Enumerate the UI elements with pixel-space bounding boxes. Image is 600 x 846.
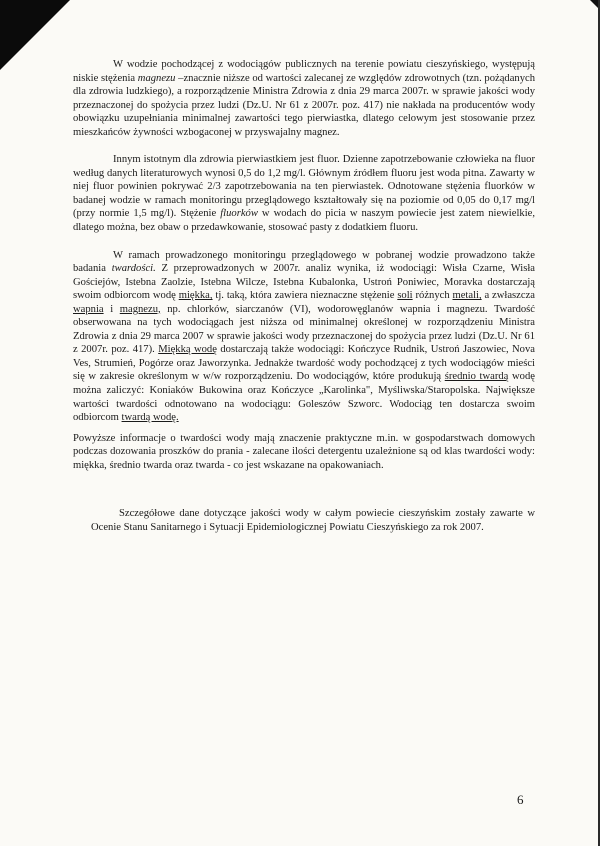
underline: wapnia (73, 303, 104, 315)
emphasis: twardości. (111, 263, 156, 275)
paragraph-magnesium (73, 58, 535, 139)
text: różnych (412, 290, 453, 302)
underline: Miękką wodę (158, 344, 217, 356)
emphasis: fluorków (220, 208, 258, 220)
underline: miękka, (178, 290, 213, 302)
emphasis: magnezu (137, 72, 176, 84)
text: Z przeprowadzonych w 2007r. analiz wynika, iż wodociągi: Wisła Czarne, Wisła Gościejów, Istebna Zaolzie, Istebna Wilcze, Istebna Kubalonka, Ustroń Poniwiec, Moravka dostarczają swoim odbiorcom wodę (73, 263, 535, 302)
text: i (103, 303, 120, 315)
underline: soli (397, 290, 413, 302)
text: –znacznie niższe od wartości zalecanej ze względów zdrowotnych (tzn. pożądanych dla zdrowia ludzkiego), a rozporządzenie Ministra Zdrowia z dnia 29 marca 2007r. w sprawie jakości wody przeznaczonej do spożycia przez ludzi (Dz.U. Nr 61 z 2007r. poz. 417) nie nakłada na producentów wody obowiązku uzupełniania minimalnej zawartości tego pierwiastka, dlatego celowym jest stosowanie przez mieszkańców żywności wzbogaconej w przyswajalny magnez. (73, 72, 535, 138)
document-body (73, 58, 535, 534)
text: w wodach do picia w naszym powiecie jest zatem niewielkie, dlatego można, bez obaw o przedawkowanie, stosować pasty z dodatkiem fluoru. (73, 208, 535, 234)
text: np. chlorków, siarczanów (VI), wodorowęglanów wapnia i magnezu. Twardość obserwowana na tych wodociągach jest niższa od minimalnej określonej w rozporządzeniu Ministra Zdrowia z dnia 29 marca 2007 w sprawie jakości wody przeznaczonej do spożycia przez ludzi (Dz.U. Nr 61 z 2007r. poz. 417). (73, 303, 535, 356)
text: W ramach prowadzonego monitoringu przeglądowego w pobranej wodzie prowadzono także badania (73, 249, 535, 275)
paragraph-details: Szczegółowe dane dotyczące jakości wody w całym powiecie cieszyńskim zostały zawarte w Ocenie Stanu Sanitarnego i Sytuacji Epidemiologicznej Powiatu Cieszyńskiego za rok 2007. (91, 508, 535, 533)
underline: twardą wodę. (121, 412, 179, 424)
text: wodę można zaliczyć: Koniaków Bukowina oraz Kończyce „Karolinka", Myśliwska/Staropolska. Największe wartości twardości odnotowano na wodociągu: Goleszów Szworc. Wodociąg ten dostarcza swoim odbiorcom (73, 371, 535, 424)
underline: metali, (452, 290, 482, 302)
scan-corner-shadow (0, 0, 70, 70)
text: a zwłaszcza (481, 290, 535, 302)
paragraph-practical: Powyższe informacje o twardości wody mają znaczenie praktyczne m.in. w gospodarstwach domowych podczas dozowania proszków do prania - zalecane ilości detergentu uzależnione są od klas twardości wody: miękka, średnio twarda oraz twarda - co jest wskazane na opakowaniach. (73, 432, 535, 471)
text: Innym istotnym dla zdrowia pierwiastkiem jest fluor. Dzienne zapotrzebowanie człowieka na fluor według danych literaturowych wynosi 0,5 do 1,2 mg/l. Głównym źródłem fluoru jest woda pitna. Zawarty w niej fluor powinien pokrywać 2/3 zapotrzebowania na ten pierwiastek. Odnotowane stężenia fluorków w badanej wodzie w ramach monitoringu przeglądowego kształtowały się na poziomie od 0,05 do 0,17 mg/l (przy normie 1,5 mg/l). Stężenie (73, 154, 535, 220)
text: dostarczają także wodociągi: Kończyce Rudnik, Ustroń Jaszowiec, Nova Ves, Strumień, Pogórze oraz Jaworzynka. Jednakże twardość wody pochodzącej z tych wodociągów mieści się w zakresie określonym w w/w rozporządzeniu. Do wodociągów, które produkują (73, 344, 535, 383)
page-number: 6 (517, 792, 524, 807)
underline: magnezu, (119, 303, 161, 315)
text: tj. taką, która zawiera nieznaczne stężenie (212, 290, 398, 302)
paragraph-hardness (73, 249, 535, 425)
paragraph-fluoride (73, 153, 535, 234)
underline: średnio twardą (444, 371, 509, 383)
text: W wodzie pochodzącej z wodociągów publicznych na terenie powiatu cieszyńskiego, występują niskie stężenia (73, 59, 535, 84)
